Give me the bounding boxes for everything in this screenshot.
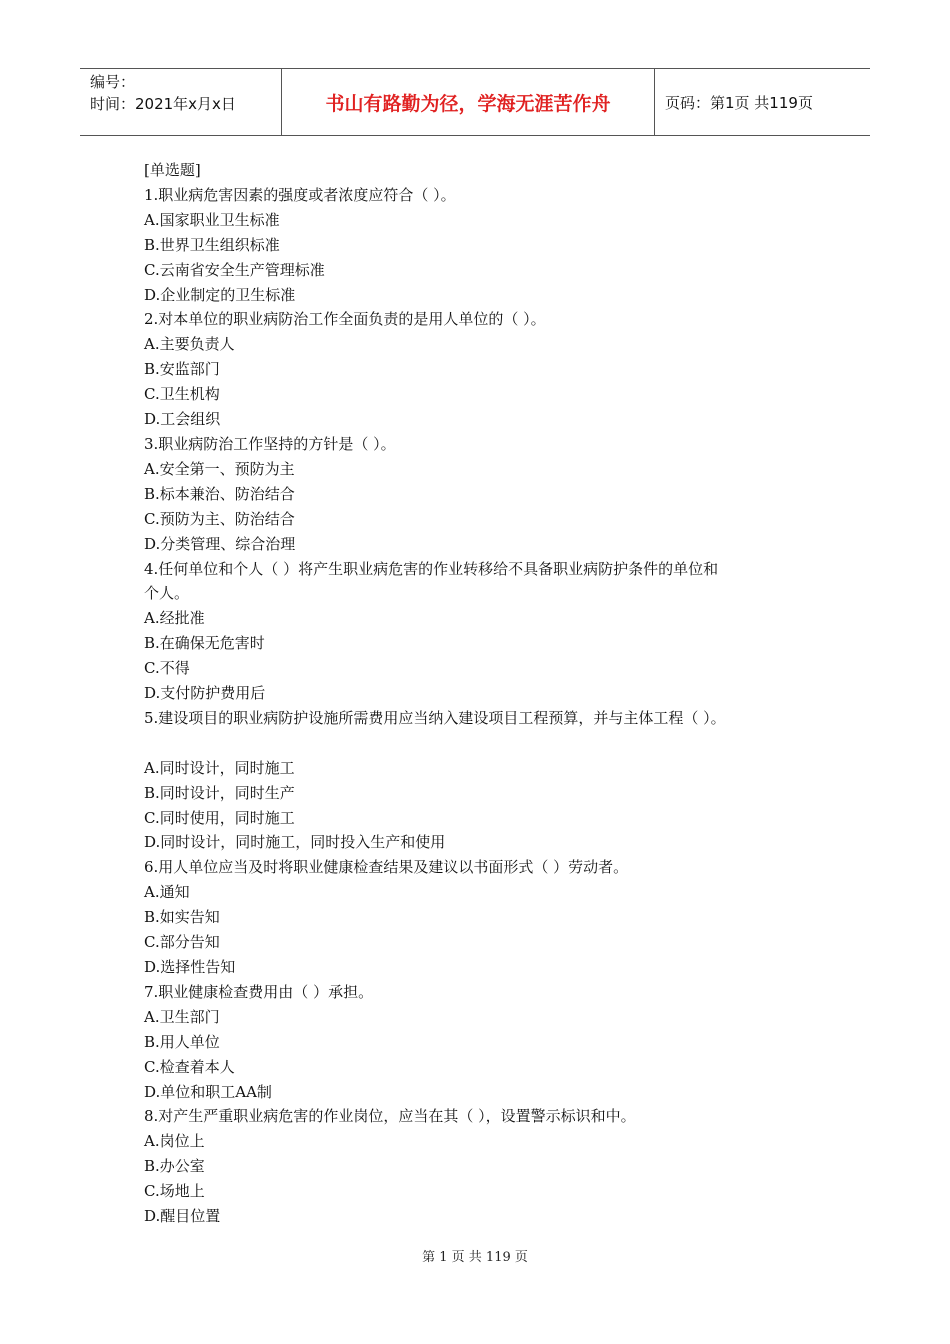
content-line: C.不得 xyxy=(144,659,190,678)
content-line: B.安监部门 xyxy=(144,360,220,379)
content-line: D.支付防护费用后 xyxy=(144,684,266,703)
content-line: D.同时设计，同时施工，同时投入生产和使用 xyxy=(144,833,446,852)
content-line: C.卫生机构 xyxy=(144,385,220,404)
content-line: D.选择性告知 xyxy=(144,957,236,976)
content-line: 5.建设项目的职业病防护设施所需费用应当纳入建设项目工程预算，并与主体工程（ ）。 xyxy=(144,708,726,727)
content-line: B.标本兼治、防治结合 xyxy=(144,484,295,503)
content-line: 2.对本单位的职业病防治工作全面负责的是用人单位的（ ）。 xyxy=(144,310,546,329)
content-line: B.在确保无危害时 xyxy=(144,634,265,653)
content-line: D.单位和职工AA制 xyxy=(144,1082,272,1101)
content-line: C.部分告知 xyxy=(144,933,220,952)
question-content xyxy=(144,158,834,1229)
content-line: C.预防为主、防治结合 xyxy=(144,509,295,528)
header-meta xyxy=(80,69,282,135)
content-line: D.工会组织 xyxy=(144,410,221,429)
content-line: B.世界卫生组织标准 xyxy=(144,235,280,254)
content-line: A.通知 xyxy=(144,883,190,902)
content-line: A.经批准 xyxy=(144,609,205,628)
content-line: 个人。 xyxy=(144,584,190,603)
header-page-info: 页码：第1页 共119页 xyxy=(665,93,813,112)
content-line: 1.职业病危害因素的强度或者浓度应符合（ ）。 xyxy=(144,185,456,204)
content-line: B.办公室 xyxy=(144,1157,205,1176)
blank-line xyxy=(144,731,834,756)
content-line: A.主要负责人 xyxy=(144,335,235,354)
content-line: B.同时设计，同时生产 xyxy=(144,783,295,802)
content-line: C.云南省安全生产管理标准 xyxy=(144,260,325,279)
content-line: C.场地上 xyxy=(144,1182,205,1201)
content-line: A.安全第一、预防为主 xyxy=(144,459,295,478)
content-line: B.用人单位 xyxy=(144,1032,220,1051)
content-line: A.国家职业卫生标准 xyxy=(144,210,280,229)
header-number-label: 编号： xyxy=(90,73,136,91)
header-motto: 书山有路勤为径，学海无涯苦作舟 xyxy=(282,69,655,135)
page-header xyxy=(80,68,870,136)
content-line: C.检查着本人 xyxy=(144,1057,235,1076)
content-line: 6.用人单位应当及时将职业健康检查结果及建议以书面形式（ ）劳动者。 xyxy=(144,858,629,877)
content-line: 8.对产生严重职业病危害的作业岗位，应当在其（ ），设置警示标识和中。 xyxy=(144,1107,636,1126)
content-line: B.如实告知 xyxy=(144,908,220,927)
page-footer: 第 1 页 共 119 页 xyxy=(422,1250,528,1265)
content-line: C.同时使用，同时施工 xyxy=(144,808,295,827)
content-line: D.醒目位置 xyxy=(144,1207,221,1226)
content-line: 7.职业健康检查费用由（ ）承担。 xyxy=(144,982,374,1001)
content-line: A.岗位上 xyxy=(144,1132,205,1151)
header-date-label: 时间：2021年x月x日 xyxy=(90,95,236,113)
content-line: A.卫生部门 xyxy=(144,1007,220,1026)
content-line: A.同时设计，同时施工 xyxy=(144,758,295,777)
content-line: D.企业制定的卫生标准 xyxy=(144,285,296,304)
content-line: 3.职业病防治工作坚持的方针是（ ）。 xyxy=(144,434,396,453)
content-line: D.分类管理、综合治理 xyxy=(144,534,296,553)
content-line: [单选题] xyxy=(144,161,201,179)
content-line: 4.任何单位和个人（ ）将产生职业病危害的作业转移给不具备职业病防护条件的单位和 xyxy=(144,559,719,578)
